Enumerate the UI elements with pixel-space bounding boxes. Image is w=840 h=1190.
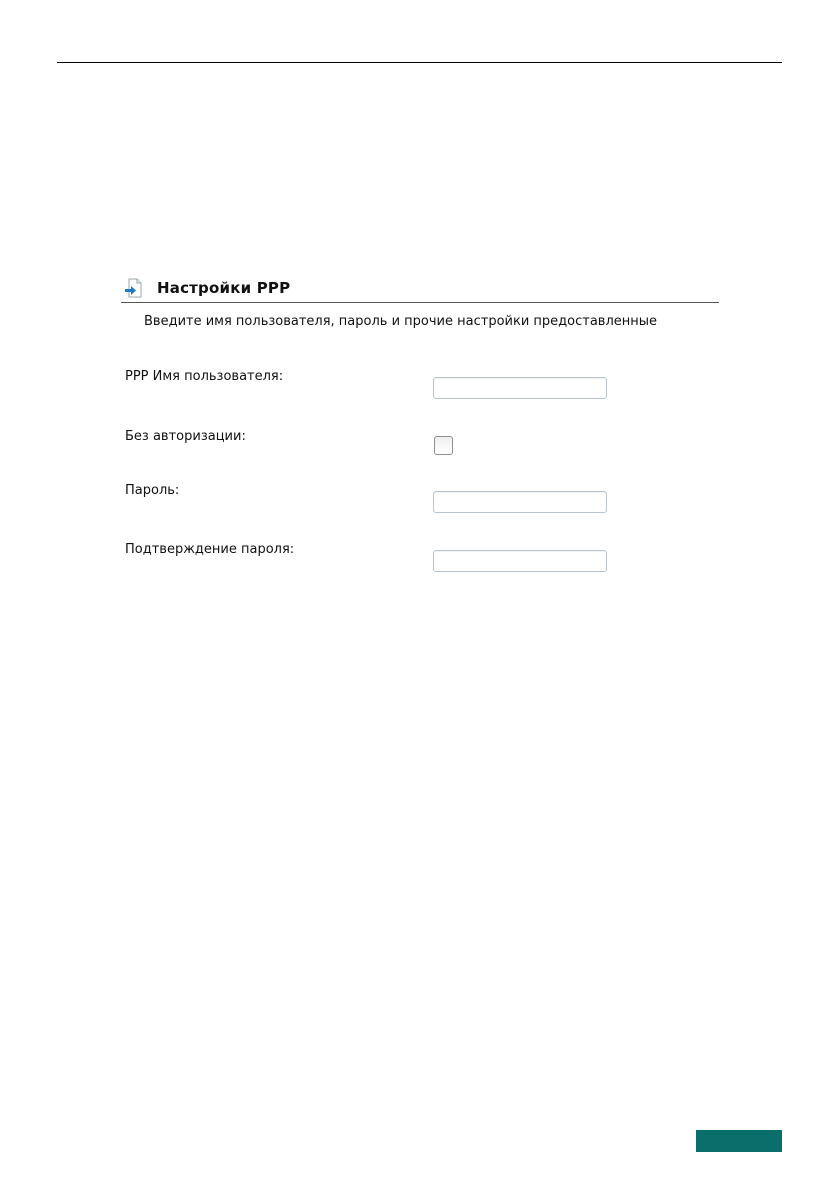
- ppp-settings-section: [121, 274, 719, 557]
- section-title: Настройки PPP: [157, 279, 291, 297]
- username-label: PPP Имя пользователя:: [125, 369, 284, 384]
- ppp-username-input[interactable]: [433, 377, 607, 399]
- section-description: Введите имя пользователя, пароль и прочие настройки предоставленные: [144, 314, 658, 329]
- page-footer-tab: [696, 1130, 782, 1152]
- password-confirm-label: Подтверждение пароля:: [125, 542, 295, 557]
- section-header: [121, 274, 719, 302]
- password-input[interactable]: [433, 491, 607, 513]
- section-divider: [121, 302, 719, 303]
- no-auth-checkbox[interactable]: [434, 436, 453, 455]
- password-label: Пароль:: [125, 483, 180, 498]
- no-auth-label: Без авторизации:: [125, 429, 246, 444]
- page-arrow-icon: [123, 277, 145, 299]
- page-header-rule: [57, 62, 782, 63]
- password-confirm-input[interactable]: [433, 550, 607, 572]
